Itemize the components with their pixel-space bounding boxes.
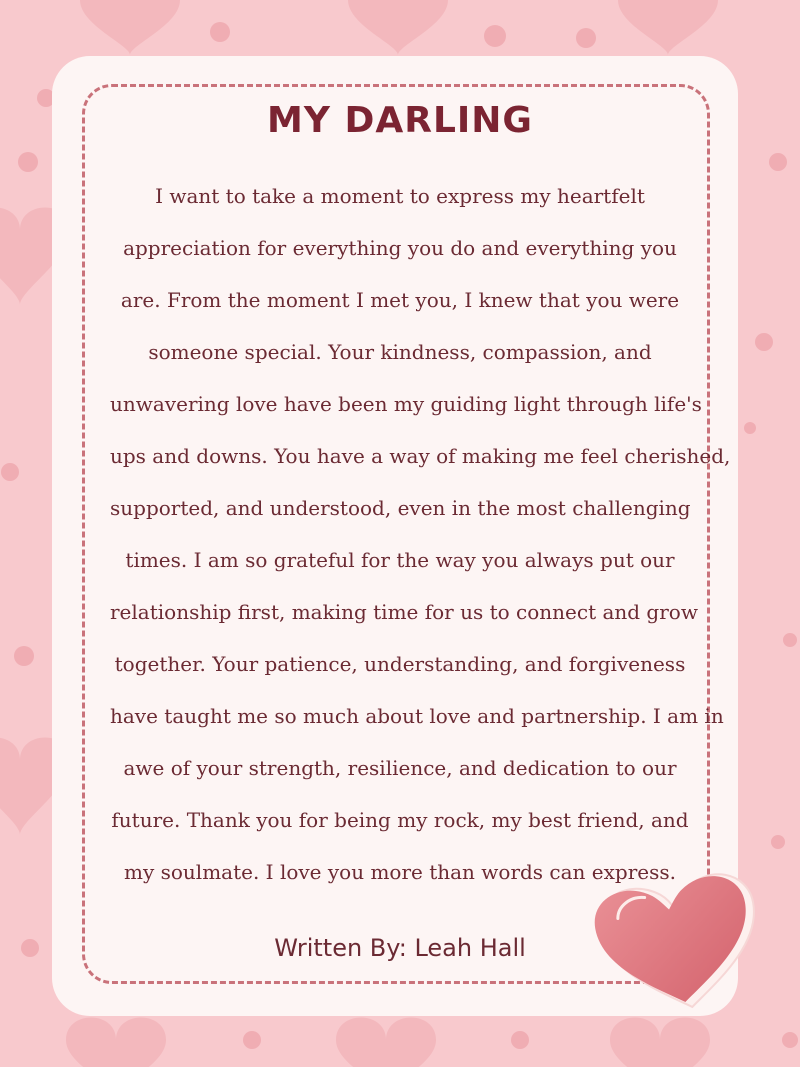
letter-line: awe of your strength, resilience, and dedication to our bbox=[123, 756, 677, 780]
background-heart-icon bbox=[348, 0, 448, 55]
letter-body bbox=[110, 170, 731, 898]
letter-line: supported, and understood, even in the most challenging bbox=[110, 496, 691, 520]
letter-line: ups and downs. You have a way of making me feel cherished, bbox=[110, 444, 731, 468]
letter-line: are. From the moment I met you, I knew that you were bbox=[120, 288, 680, 312]
letter-line: together. Your patience, understanding, and forgiveness bbox=[114, 652, 686, 676]
letter-line: someone special. Your kindness, compassion, and bbox=[148, 340, 652, 364]
letter-line: unwavering love have been my guiding light through life's bbox=[110, 392, 702, 416]
letter-line: my soulmate. I love you more than words can express. bbox=[124, 860, 676, 884]
letter-line: future. Thank you for being my rock, my best friend, and bbox=[111, 808, 689, 832]
background-heart-icon bbox=[336, 1018, 436, 1067]
heart-icon bbox=[582, 862, 778, 1012]
letter-title: MY DARLING bbox=[267, 100, 533, 141]
signature: Written By: Leah Hall bbox=[274, 934, 526, 962]
letter-line: times. I am so grateful for the way you always put our bbox=[125, 548, 675, 572]
background-heart-icon bbox=[610, 1018, 710, 1067]
letter-line: relationship first, making time for us to connect and grow bbox=[110, 600, 698, 624]
background-heart-icon bbox=[618, 0, 718, 55]
letter-line: I want to take a moment to express my heartfelt bbox=[155, 184, 645, 208]
letter-line: have taught me so much about love and partnership. I am in bbox=[110, 704, 724, 728]
background-heart-icon bbox=[80, 0, 180, 55]
letter-line: appreciation for everything you do and everything you bbox=[123, 236, 677, 260]
background-heart-icon bbox=[66, 1018, 166, 1067]
